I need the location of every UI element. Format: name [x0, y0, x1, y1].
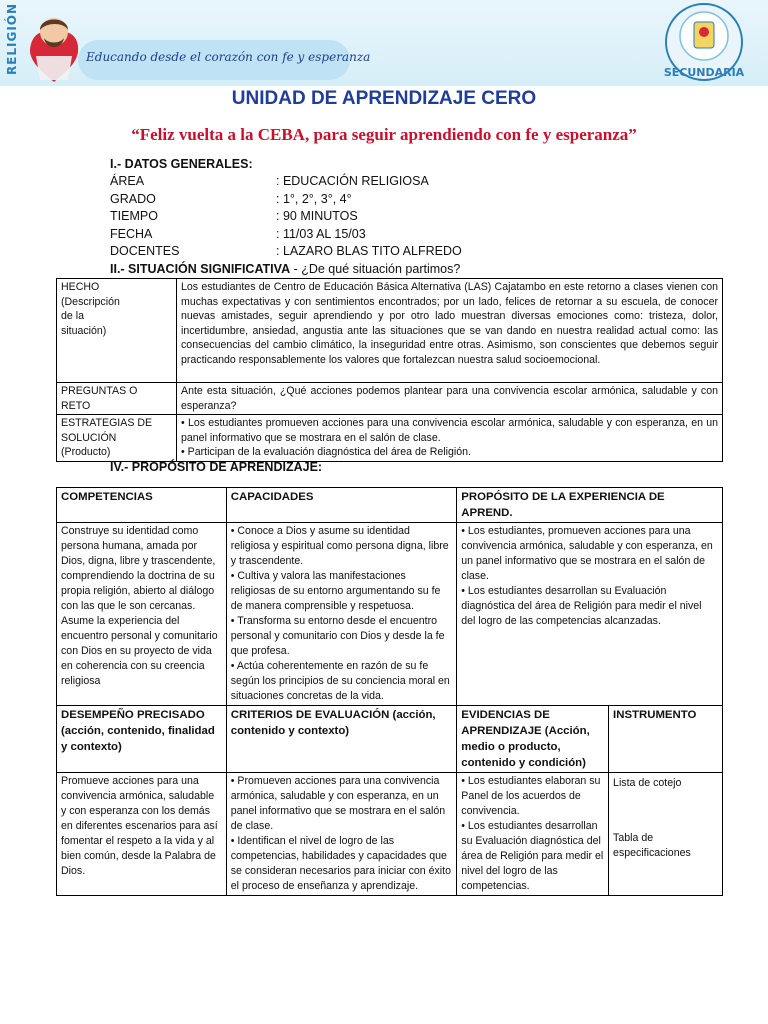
- general-row-value: : 90 MINUTOS: [276, 209, 358, 223]
- situacion-table: [56, 278, 723, 462]
- table-row: [57, 523, 723, 706]
- secundaria-badge-logo: [656, 2, 752, 84]
- header-banner: [0, 0, 768, 86]
- capacidades-cell: • Conoce a Dios y asume su identidad religiosa y espiritual como persona digna, libre y trascendente. • Cultiva y valora las manifestaciones religiosas de su entorno argumentando su fe de manera comprensible y respetuosa. • Transforma su entorno desde el encuentro personal y comunitario con Dios y desde la fe que profesa. • Actúa coherentemente en razón de su fe según los principios de su conciencia moral en situaciones concretas de la vida.: [226, 523, 457, 706]
- general-row-label: TIEMPO: [110, 209, 158, 223]
- religion-vertical-label: RELIGIÓN: [5, 2, 20, 76]
- table-row: [57, 706, 723, 773]
- proposito-cell: • Los estudiantes, promueven acciones para una convivencia armónica, saludable y con esperanza, en un panel informativo que se mostrara en el salón de clase. • Los estudiantes desarrollan su Evaluación diagnóstica del área de Religión para medir el nivel del logro de las competencias alcanzadas.: [457, 523, 723, 706]
- evidencias-cell: • Los estudiantes elaboran su Panel de los acuerdos de convivencia. • Los estudiantes desarrollan su Evaluación diagnóstica del área de Religión para medir el nivel del logro de las competencias.: [457, 773, 609, 896]
- general-row: [110, 192, 352, 206]
- general-row-value: : EDUCACIÓN RELIGIOSA: [276, 174, 429, 188]
- general-row-label: ÁREA: [110, 174, 145, 188]
- general-row: [110, 209, 358, 223]
- preguntas-text: Ante esta situación, ¿Qué acciones podemos plantear para una convivencia escolar armónica, saludable y con esperanza?: [177, 383, 723, 415]
- situacion-heading-text: II.- SITUACIÓN SIGNIFICATIVA: [110, 262, 291, 276]
- proposito-table: [56, 487, 723, 896]
- competencias-cell: Construye su identidad como persona humana, amada por Dios, digna, libre y trascendente, comprendiendo la doctrina de su propia religión, abierto al diálogo con las que le son cercanas. Asume la experiencia del encuentro personal y comunitario con Dios en su proyecto de vida en coherencia con su creencia religiosa: [57, 523, 227, 706]
- header-capacidades: CAPACIDADES: [226, 488, 457, 523]
- page-title: UNIDAD DE APRENDIZAJE CERO: [231, 88, 537, 109]
- general-row: [110, 244, 462, 258]
- section-heading-situacion: [110, 262, 460, 276]
- row-label-preguntas: PREGUNTAS O RETO: [57, 383, 177, 415]
- general-row-value: : 11/03 AL 15/03: [276, 226, 366, 241]
- general-row: [110, 227, 366, 241]
- motto-text: Educando desde el corazón con fe y esperanza: [86, 50, 371, 64]
- instrumento-tabla-especificaciones: Tabla de especificaciones: [613, 832, 691, 859]
- table-row: [57, 279, 723, 383]
- header-competencias: COMPETENCIAS: [57, 488, 227, 523]
- section-heading-proposito: IV.- PROPÓSITO DE APRENDIZAJE:: [110, 460, 323, 474]
- header-instrumento: INSTRUMENTO: [609, 706, 723, 773]
- header-evidencias: EVIDENCIAS DE APRENDIZAJE (Acción, medio o producto, contenido y condición): [457, 706, 609, 773]
- mascot-logo: [24, 4, 90, 84]
- instrumento-lista-cotejo: Lista de cotejo: [613, 777, 682, 789]
- hecho-text: Los estudiantes de Centro de Educación Básica Alternativa (LAS) Cajatambo en este retorno a clases vienen con muchas expectativas y con sentimientos encontrados; por un lado, felices de retornar a su escuela, de conocer nuevas amistades, seguir aprendiendo y por otro lado muestran diversas emociones como: tristeza, dolor, incertidumbre, ansiedad, angustia ante las situaciones que se van dando en nuestra realidad actual como: las consecuencias del cambio climático, la inseguridad entre otras. Asimismo, son conscientes que debemos seguir practicando responsablemente los valores que fortalezcan nuestra salud socioemocional.: [177, 279, 723, 383]
- section-heading-general: I.- DATOS GENERALES:: [110, 157, 253, 171]
- general-row-value: : 1°, 2°, 3°, 4°: [276, 191, 352, 206]
- table-row: [57, 488, 723, 523]
- table-row: [57, 383, 723, 415]
- svg-text:SECUNDARIA: SECUNDARIA: [663, 66, 745, 79]
- table-row: [57, 415, 723, 462]
- situacion-question: - ¿De qué situación partimos?: [290, 262, 461, 276]
- header-criterios: CRITERIOS DE EVALUACIÓN (acción, contenido y contexto): [226, 706, 457, 773]
- general-row-label: DOCENTES: [110, 244, 180, 258]
- instrumento-cell: [609, 773, 723, 896]
- general-row-label: GRADO: [110, 191, 156, 206]
- criterios-cell: • Promueven acciones para una convivencia armónica, saludable y con esperanza, en un panel informativo que se mostrara en el salón de clase. • Identifican el nivel de logro de las competencias, habilidades y capacidades que se consideran necesarios para iniciar con éxito el proceso de enseñanza y aprendizaje.: [226, 773, 457, 896]
- general-row-value: : LAZARO BLAS TITO ALFREDO: [276, 244, 462, 258]
- general-row: [110, 174, 429, 188]
- page-subtitle: “Feliz vuelta a la CEBA, para seguir aprendiendo con fe y esperanza”: [131, 125, 637, 144]
- header-desempeno: DESEMPEÑO PRECISADO (acción, contenido, finalidad y contexto): [57, 706, 227, 773]
- row-label-hecho: HECHO (Descripción de la situación): [57, 279, 177, 383]
- row-label-estrategias: ESTRATEGIAS DE SOLUCIÓN (Producto): [57, 415, 177, 462]
- header-proposito: PROPÓSITO DE LA EXPERIENCIA DE APREND.: [457, 488, 723, 523]
- estrategias-text: • Los estudiantes promueven acciones para una convivencia escolar armónica, saludable y con esperanza, en un panel informativo que se mostrara en el salón de clase. • Participan de la evaluación diagnóstica del área de Religión.: [177, 415, 723, 462]
- table-row: [57, 773, 723, 896]
- desempeno-cell: Promueve acciones para una convivencia armónica, saludable y con esperanza con los demás en diferentes escenarios para así fomentar el respeto a la vida y al bien común, desde la Palabra de Dios.: [57, 773, 227, 896]
- general-row-label: FECHA: [110, 226, 153, 241]
